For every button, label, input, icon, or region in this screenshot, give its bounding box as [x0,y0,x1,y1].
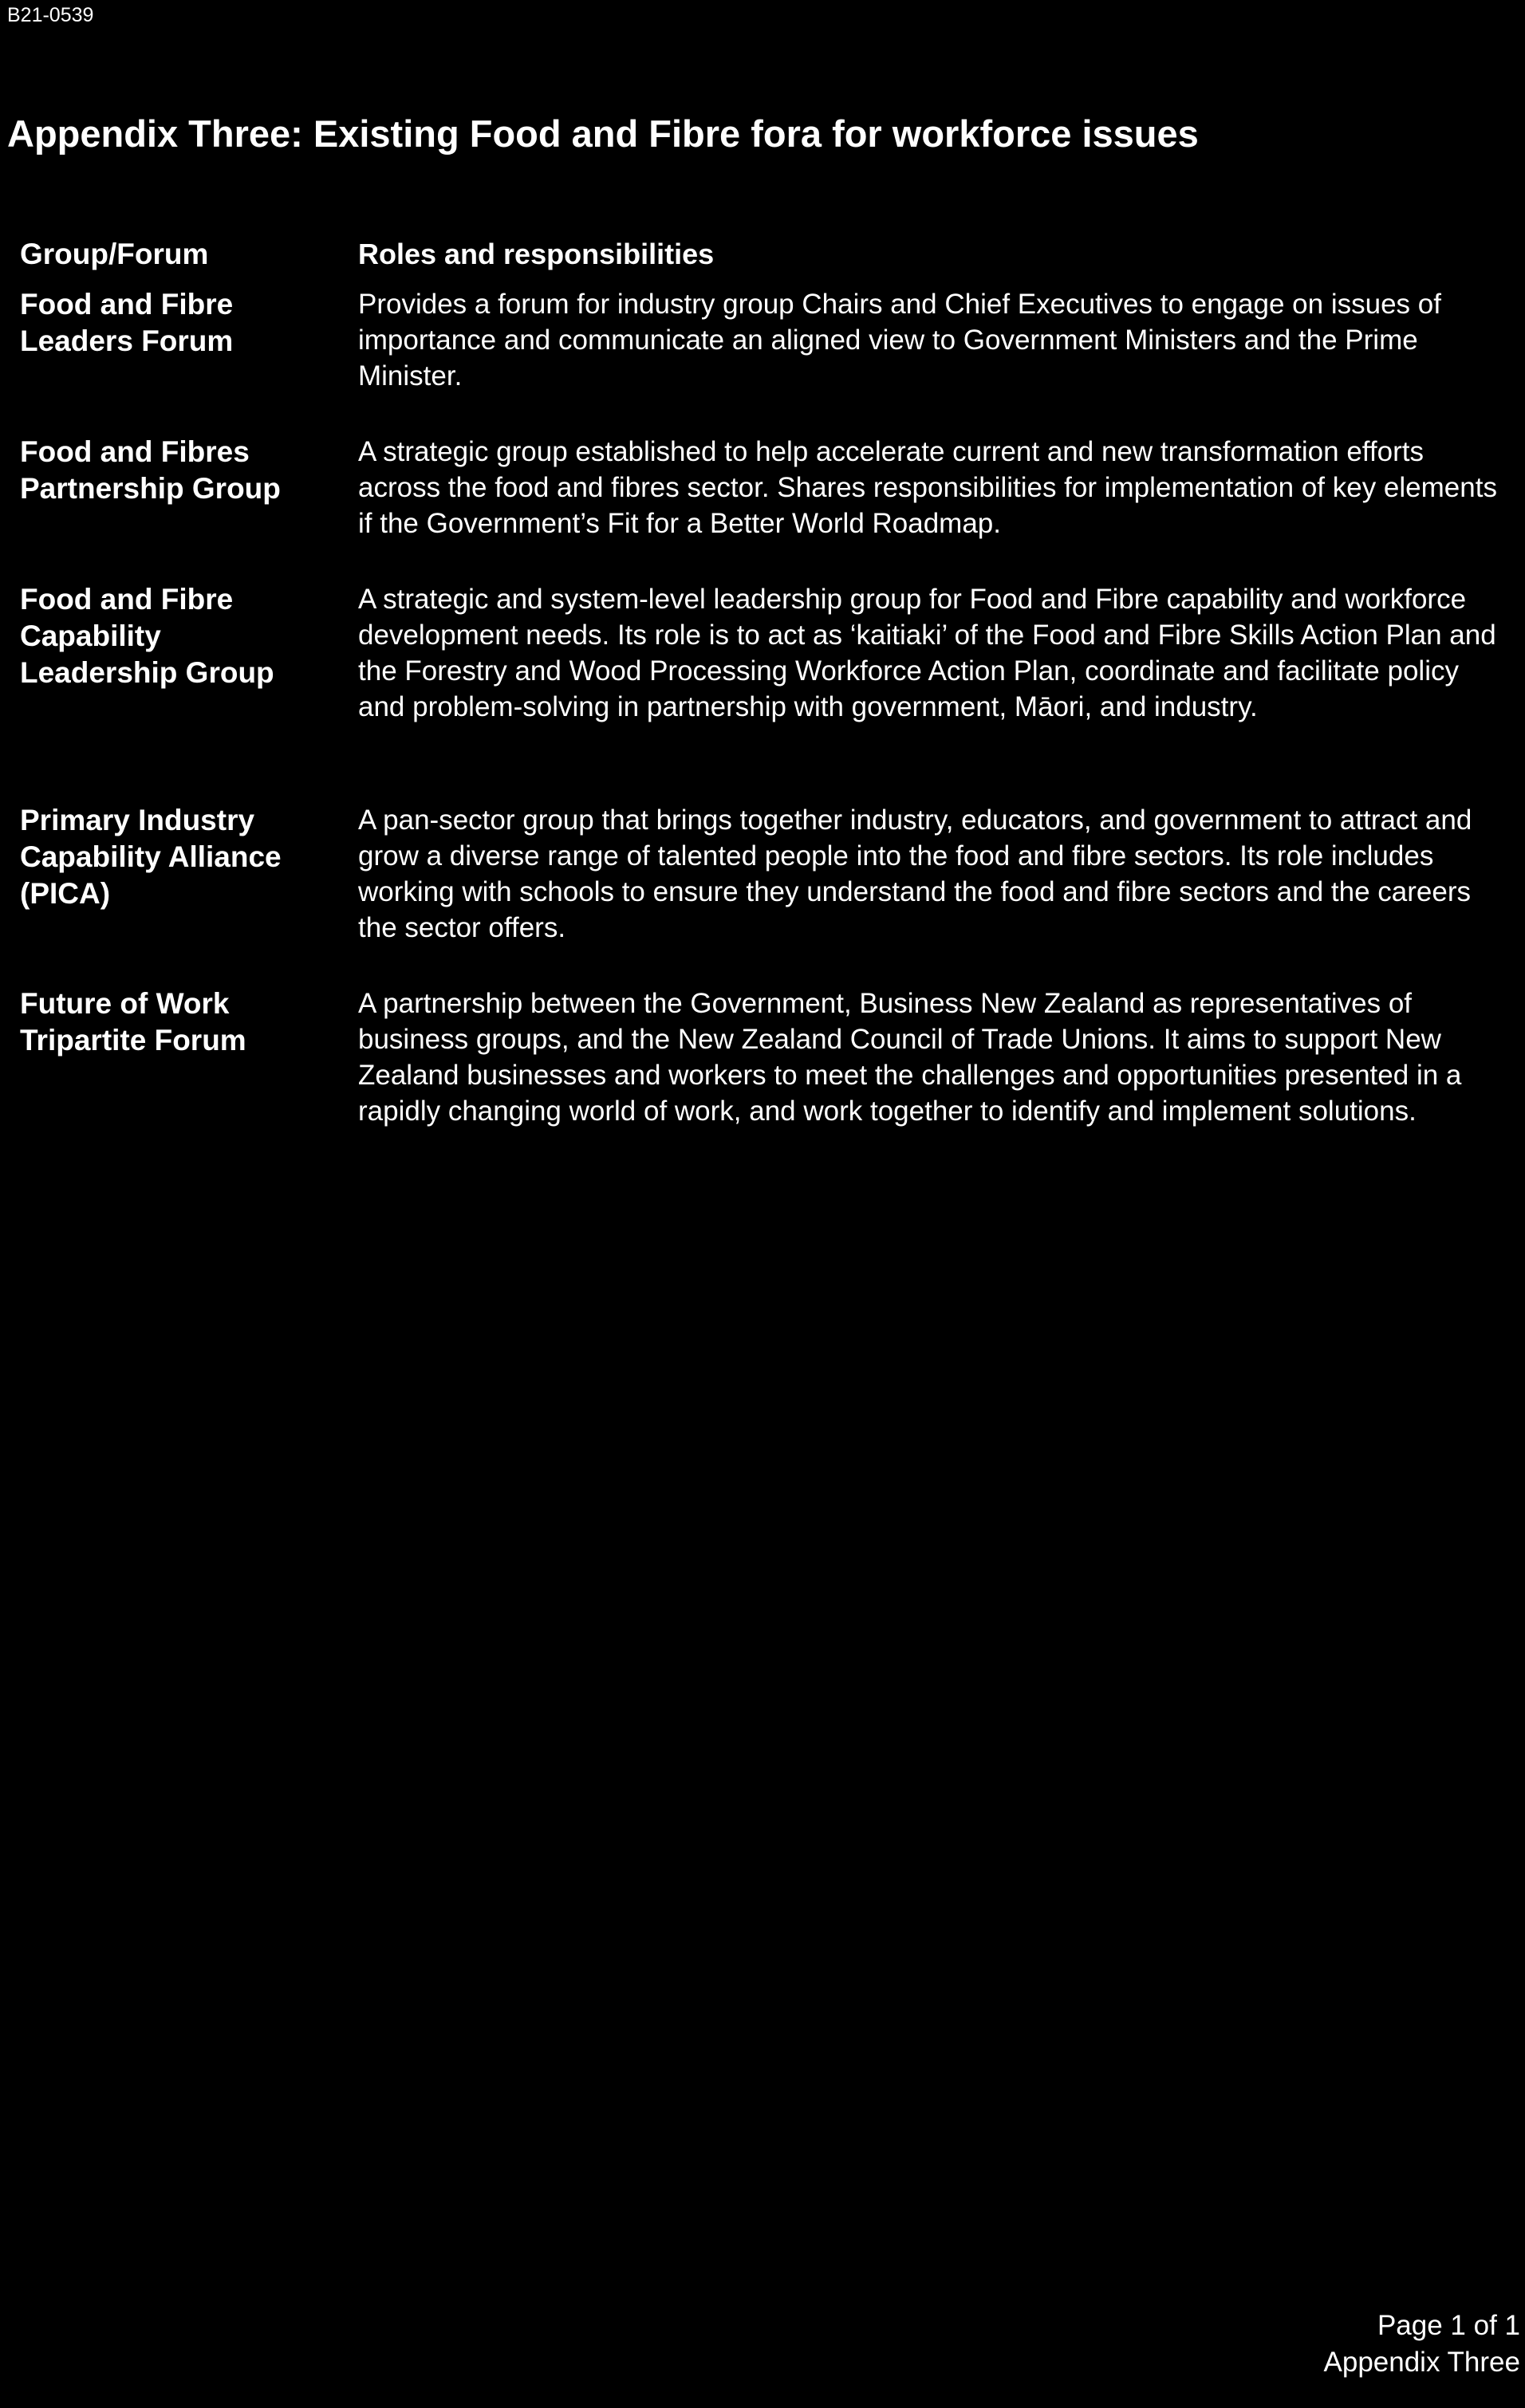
footer-section-label: Appendix Three [1323,2347,1520,2378]
roles-column-header: Roles and responsibilities [358,238,715,270]
roles-text: A strategic and system-level leadership group for Food and Fibre capability and workforce development needs. Its role is to act as ‘kaitiaki’ of the Food and Fibre Skills Action Plan and the Forestry and Wood Processing Workforce Action Plan, coordinate and facilitate policy and problem-solving in partnership with government, Māori, and industry. [358,584,1496,722]
group-name [20,802,358,946]
roles-text: A partnership between the Government, Business New Zealand as representatives of business groups, and the New Zealand Council of Trade Unions. It aims to support New Zealand businesses and workers to meet the challenges and opportunities presented in a rapidly changing world of work, and work together to identify and implement solutions. [358,988,1462,1127]
document-reference: B21-0539 [7,4,94,26]
group-name-line: Primary Industry [20,804,255,836]
group-name-line: Capability Alliance [20,840,282,873]
roles-text: A pan-sector group that brings together industry, educators, and government to attract and grow a diverse range of talented people into the food and fibre sectors. Its role includes working with schools to ensure they understand the food and fibre sectors and the careers the sector offers. [358,805,1472,943]
page-footer [1324,2308,1520,2381]
group-name-line: Food and Fibre [20,583,234,616]
group-name-line: Future of Work [20,987,230,1020]
group-name-line: Partnership Group [20,472,281,505]
table-row [20,581,1511,725]
group-name-line: Food and Fibre [20,288,234,321]
table-row [20,986,1511,1129]
group-name [20,286,358,394]
group-name-line: Leadership Group [20,656,274,689]
roles-text: A strategic group established to help accelerate current and new transformation efforts across the food and fibres sector. Shares responsibilities for implementation of key elements if the Government’s Fit for a Better World Roadmap. [358,436,1497,539]
roles-text: Provides a forum for industry group Chairs and Chief Executives to engage on issues of importance and communicate an aligned view to Government Ministers and the Prime Minister. [358,289,1441,391]
group-name-line: Food and Fibres [20,435,250,468]
group-name-line: Leaders Forum [20,325,234,357]
group-name [20,581,358,725]
group-name [20,434,358,541]
page-title: Appendix Three: Existing Food and Fibre fora for workforce issues [7,112,1199,155]
group-name-line: (PICA) [20,877,111,910]
group-name-line: Tripartite Forum [20,1024,246,1056]
group-name [20,986,358,1129]
group-column-header: Group/Forum [20,238,209,270]
table-header-row [20,236,1511,273]
page-number: Page 1 of 1 [1377,2310,1520,2341]
table-row [20,286,1511,394]
table-row [20,802,1511,946]
table-row [20,434,1511,541]
group-name-line: Capability [20,620,161,652]
